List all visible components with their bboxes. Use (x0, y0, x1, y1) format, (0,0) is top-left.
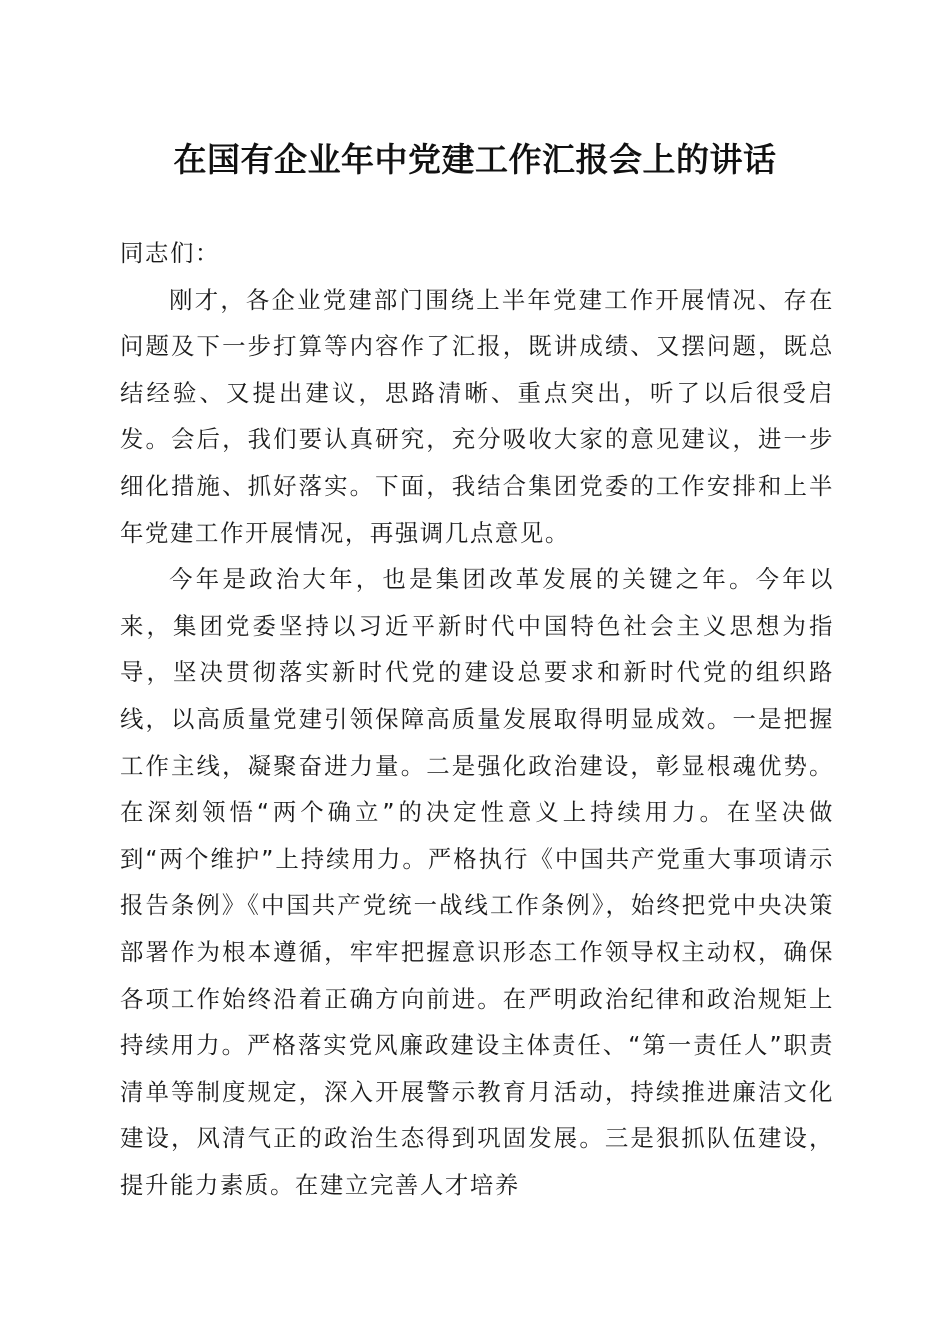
paragraph-1: 刚才，各企业党建部门围绕上半年党建工作开展情况、存在问题及下一步打算等内容作了汇报，既讲成绩、又摆问题，既总结经验、又提出建议，思路清晰、重点突出，听了以后很受启发。会后，我们要认真研究，充分吸收大家的意见建议，进一步细化措施、抓好落实。下面，我结合集团党委的工作安排和上半年党建工作开展情况，再强调几点意见。 (120, 285, 834, 547)
document-title: 在国有企业年中党建工作汇报会上的讲话 (173, 140, 777, 179)
document-body (120, 230, 834, 1208)
salutation: 同志们： (120, 239, 220, 267)
paragraph-2: 今年是政治大年，也是集团改革发展的关键之年。今年以来，集团党委坚持以习近平新时代中国特色社会主义思想为指导，坚决贯彻落实新时代党的建设总要求和新时代党的组织路线，以高质量党建引领保障高质量发展取得明显成效。一是把握工作主线，凝聚奋进力量。二是强化政治建设，彰显根魂优势。在深刻领悟“两个确立”的决定性意义上持续用力。在坚决做到“两个维护”上持续用力。严格执行《中国共产党重大事项请示报告条例》《中国共产党统一战线工作条例》，始终把党中央决策部署作为根本遵循，牢牢把握意识形态工作领导权主动权，确保各项工作始终沿着正确方向前进。在严明政治纪律和政治规矩上持续用力。严格落实党风廉政建设主体责任、“第一责任人”职责清单等制度规定，深入开展警示教育月活动，持续推进廉洁文化建设，风清气正的政治生态得到巩固发展。三是狠抓队伍建设，提升能力素质。在建立完善人才培养 (120, 565, 834, 1199)
